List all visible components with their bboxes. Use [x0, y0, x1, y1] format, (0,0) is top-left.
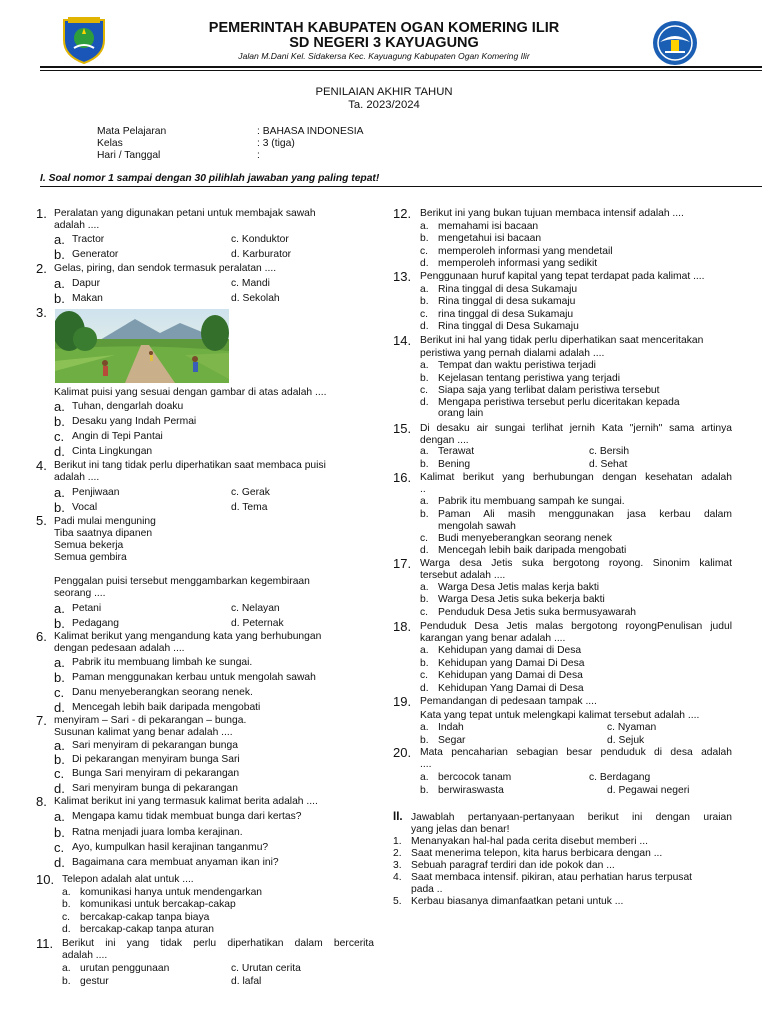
question-text: adalah ....: [62, 950, 108, 961]
option-c: c. Berdagang: [589, 772, 651, 783]
option-a: komunikasi hanya untuk mendengarkan: [80, 887, 263, 898]
option-a: Pabrik itu membuang sampah ke sungai.: [438, 496, 625, 507]
option-d: d. Peternak: [231, 618, 284, 629]
section-two-instruction: yang jelas dan benar!: [411, 824, 510, 835]
option-letter: a.: [54, 809, 65, 824]
option-letter: a.: [54, 655, 65, 670]
question-number: 17.: [393, 556, 412, 571]
option-c: Danu menyeberangkan seorang nenek.: [72, 687, 253, 698]
option-letter: c.: [62, 912, 71, 923]
option-letter: d.: [54, 444, 65, 459]
option-a: Sari menyiram di pekarangan bunga: [72, 740, 238, 751]
option-c: c. Konduktor: [231, 234, 289, 245]
question-text: Berikut ini yang tidak perlu diperhatikan dalam bercerita: [62, 938, 374, 949]
question-number: 7.: [36, 713, 47, 728]
option-letter: c.: [420, 533, 429, 544]
question-text: Susunan kalimat yang benar adalah ....: [54, 727, 233, 738]
option-letter: a.: [62, 887, 71, 898]
question-text: Kalimat berikut yang berhubungan dengan kesehatan adalah: [420, 472, 732, 483]
question-text: Kalimat puisi yang sesuai dengan gambar di atas adalah ....: [54, 387, 327, 398]
school-name: SD NEGERI 3 KAYUAGUNG: [289, 35, 479, 51]
option-letter: c.: [420, 385, 429, 396]
option-b: Vocal: [72, 502, 98, 513]
option-letter: a.: [54, 601, 65, 616]
option-letter: b.: [54, 670, 65, 685]
option-d: bercakap-cakap tanpa aturan: [80, 924, 214, 935]
option-c: Bunga Sari menyiram di pekarangan: [72, 768, 240, 779]
option-d: Rina tinggal di Desa Sukamaju: [438, 321, 579, 332]
option-c: memperoleh informasi yang mendetail: [438, 246, 613, 257]
section-two-number: II.: [393, 811, 403, 823]
option-letter: c.: [420, 607, 429, 618]
question-text: tersebut adalah ....: [420, 570, 506, 581]
poem-line: Semua bekerja: [54, 540, 124, 551]
option-letter: b.: [420, 594, 429, 605]
option-c: Ayo, kumpulkan hasil kerajinan tanganmu?: [72, 842, 269, 853]
option-letter: d.: [420, 683, 429, 694]
question-number: 4.: [36, 458, 47, 473]
poem-line: Padi mulai menguning: [54, 516, 156, 527]
option-letter: d.: [54, 700, 65, 715]
section-one-instruction: I. Soal nomor 1 sampai dengan 30 pilihlah jawaban yang paling tepat!: [40, 173, 380, 184]
option-d: Kehidupan Yang Damai di Desa: [438, 683, 584, 694]
option-letter: b.: [420, 296, 429, 307]
question-number: 2.: [36, 261, 47, 276]
date-label: Hari / Tanggal: [97, 150, 161, 161]
question-number: 10.: [36, 872, 55, 887]
option-d: Sari menyiram bunga di pekarangan: [72, 783, 238, 794]
option-letter: a.: [54, 738, 65, 753]
essay-number: 2.: [393, 848, 402, 859]
option-b: Pedagang: [72, 618, 119, 629]
question-text: Penduduk Desa Jetis malas bergotong royongPenulisan judul: [420, 621, 732, 632]
question-text: Di desaku air sungai terlihat jernih Kata "jernih" sama artinya: [420, 423, 732, 434]
class-value: : 3 (tiga): [257, 138, 295, 149]
option-letter: c.: [420, 670, 429, 681]
question-text: menyiram – Sari - di pekarangan – bunga.: [54, 715, 247, 726]
option-d: d. Tema: [231, 502, 268, 513]
date-value: :: [257, 150, 260, 161]
option-letter: b.: [62, 899, 71, 910]
option-b: Rina tinggal di desa sukamaju: [438, 296, 576, 307]
option-b: Kejelasan tentang peristiwa yang terjadi: [438, 373, 621, 384]
option-c: Angin di Tepi Pantai: [72, 431, 163, 442]
option-letter: d.: [420, 545, 429, 556]
option-letter: a.: [420, 496, 429, 507]
option-letter: b.: [62, 976, 71, 987]
essay-question: Menanyakan hal-hal pada cerita disebut memberi ...: [411, 836, 648, 847]
school-address: Jalan M.Dani Kel. Sidakersa Kec. Kayuagung Kabupaten Ogan Komering Ilir: [238, 51, 530, 61]
question-number: 8.: [36, 794, 47, 809]
question-number: 1.: [36, 206, 47, 221]
option-b: Paman menggunakan kerbau untuk mengolah sawah: [72, 672, 316, 683]
question-text: Gelas, piring, dan sendok termasuk peralatan ....: [54, 263, 277, 274]
option-letter: a.: [420, 284, 429, 295]
option-letter: c.: [420, 246, 429, 257]
option-a: Terawat: [438, 446, 475, 457]
option-letter: d.: [62, 924, 71, 935]
exam-title: PENILAIAN AKHIR TAHUN: [315, 86, 453, 98]
option-c: rina tinggal di desa Sukamaju: [438, 309, 574, 320]
option-c: c. Gerak: [231, 487, 270, 498]
header-divider-thin: [40, 70, 762, 71]
option-letter: a.: [420, 360, 429, 371]
option-d: Bagaimana cara membuat anyaman ikan ini?: [72, 857, 279, 868]
section-two-instruction: Jawablah pertanyaan-pertanyaan berikut ini dengan uraian: [411, 812, 732, 823]
essay-number: 4.: [393, 872, 402, 883]
option-b: mengetahui isi bacaan: [438, 233, 542, 244]
option-letter: c.: [420, 309, 429, 320]
essay-question: Sebuah paragraf terdiri dan ide pokok dan ...: [411, 860, 615, 871]
option-b: Makan: [72, 293, 103, 304]
option-letter: b.: [54, 247, 65, 262]
question-text: Pemandangan di pedesaan tampak ....: [420, 696, 597, 707]
instruction-divider: [40, 186, 762, 187]
option-letter: a.: [420, 582, 429, 593]
option-d: Cinta Lingkungan: [72, 446, 153, 457]
question-text: ....: [420, 759, 432, 770]
option-letter: b.: [420, 459, 429, 470]
option-b: Di pekarangan menyiram bunga Sari: [72, 754, 240, 765]
option-b: Generator: [72, 249, 119, 260]
essay-question: Saat membaca intensif. pikiran, atau perhatian harus terpusat: [411, 872, 693, 883]
option-letter: a.: [54, 485, 65, 500]
question-text: Peralatan yang digunakan petani untuk membajak sawah: [54, 208, 316, 219]
question-text: dengan ....: [420, 435, 469, 446]
essay-question: Saat menerima telepon, kita harus berbicara dengan ...: [411, 848, 663, 859]
option-letter: a.: [62, 963, 71, 974]
option-letter: b.: [420, 785, 429, 796]
option-c: Siapa saja yang terlibat dalam peristiwa tersebut: [438, 385, 660, 396]
option-c: Penduduk Desa Jetis suka bermusyawarah: [438, 607, 637, 618]
option-a: urutan penggunaan: [80, 963, 170, 974]
option-b: Segar: [438, 735, 466, 746]
question-text: Penggunaan huruf kapital yang tepat terdapat pada kalimat ....: [420, 271, 705, 282]
option-d: Mencegah lebih baik daripada mengobati: [72, 702, 261, 713]
poem-line: Semua gembira: [54, 552, 127, 563]
essay-question: Kerbau biasanya dimanfaatkan petani untuk ...: [411, 896, 624, 907]
option-a: Tuhan, dengarlah doaku: [72, 401, 184, 412]
option-letter: b.: [54, 752, 65, 767]
option-letter: a.: [54, 276, 65, 291]
option-c: c. Nyaman: [607, 722, 657, 733]
option-letter: d.: [54, 781, 65, 796]
question-text: ..: [420, 484, 426, 495]
option-c: c. Urutan cerita: [231, 963, 301, 974]
option-c: Budi menyeberangkan seorang nenek: [438, 533, 613, 544]
subject-value: : BAHASA INDONESIA: [257, 126, 364, 137]
option-c: c. Mandi: [231, 278, 270, 289]
question-text: karangan yang benar adalah ....: [420, 633, 566, 644]
option-d: memperoleh informasi yang sedikit: [438, 258, 598, 269]
option-b: Warga Desa Jetis suka bekerja bakti: [438, 594, 605, 605]
option-b: Ratna menjadi juara lomba kerajinan.: [72, 827, 243, 838]
government-header: PEMERINTAH KABUPATEN OGAN KOMERING ILIR: [208, 20, 560, 36]
question-text: adalah ....: [54, 472, 100, 483]
question-text: Warga desa Jetis suka bergotong royong. Sinonim kalimat: [420, 558, 732, 569]
question-text: Kalimat berikut yang mengandung kata yang berhubungan: [54, 631, 322, 642]
option-a: Mengapa kamu tidak membuat bunga dari kertas?: [72, 811, 302, 822]
option-c: c. Bersih: [589, 446, 630, 457]
option-letter: a.: [420, 645, 429, 656]
option-letter: b.: [420, 373, 429, 384]
option-letter: c.: [54, 840, 65, 855]
option-letter: b.: [420, 658, 429, 669]
tut-wuri-handayani-logo: [650, 20, 700, 66]
option-letter: d.: [420, 321, 429, 332]
question-text: Berikut ini yang bukan tujuan membaca intensif adalah ....: [420, 208, 684, 219]
option-letter: c.: [54, 685, 65, 700]
option-letter: b.: [54, 291, 65, 306]
option-b: berwiraswasta: [438, 785, 504, 796]
option-b-continued: mengolah sawah: [438, 521, 516, 532]
question-number: 16.: [393, 470, 412, 485]
option-letter: a.: [54, 399, 65, 414]
village-rice-field-illustration: [55, 309, 229, 383]
option-a: Dapur: [72, 278, 101, 289]
header-divider-thick: [40, 66, 762, 68]
poem-line: Tiba saatnya dipanen: [54, 528, 153, 539]
option-b: gestur: [80, 976, 109, 987]
option-a: Rina tinggal di desa Sukamaju: [438, 284, 578, 295]
question-number: 3.: [36, 305, 47, 320]
option-letter: b.: [54, 500, 65, 515]
option-letter: a.: [420, 221, 429, 232]
option-letter: b.: [54, 825, 65, 840]
question-text: Berikut ini tang tidak perlu diperhatikan saat membaca puisi: [54, 460, 326, 471]
subject-label: Mata Pelajaran: [97, 126, 167, 137]
option-letter: b.: [54, 414, 65, 429]
option-a: Kehidupan yang damai di Desa: [438, 645, 582, 656]
question-number: 20.: [393, 745, 412, 760]
option-d: d. Sekolah: [231, 293, 280, 304]
question-number: 11.: [36, 936, 54, 951]
option-d: d. Pegawai negeri: [607, 785, 690, 796]
option-a: Tractor: [72, 234, 105, 245]
option-letter: a.: [54, 232, 65, 247]
option-b: komunikasi untuk bercakap-cakap: [80, 899, 236, 910]
option-b: Paman Ali masih menggunakan jasa kerbau dalam: [438, 509, 732, 520]
option-a: Warga Desa Jetis malas kerja bakti: [438, 582, 599, 593]
option-a: bercocok tanam: [438, 772, 512, 783]
option-c: bercakap-cakap tanpa biaya: [80, 912, 210, 923]
question-number: 19.: [393, 694, 412, 709]
question-text: seorang ....: [54, 588, 106, 599]
essay-number: 5.: [393, 896, 402, 907]
question-number: 15.: [393, 421, 412, 436]
option-letter: b.: [54, 616, 65, 631]
class-label: Kelas: [97, 138, 123, 149]
option-a: memahami isi bacaan: [438, 221, 539, 232]
question-text: Berikut ini hal yang tidak perlu diperhatikan saat menceritakan: [420, 335, 704, 346]
question-text: Kata yang tepat untuk melengkapi kalimat tersebut adalah ....: [420, 710, 700, 721]
option-letter: c.: [54, 766, 65, 781]
option-a: Penjiwaan: [72, 487, 120, 498]
option-letter: b.: [420, 735, 429, 746]
option-a: Tempat dan waktu peristiwa terjadi: [438, 360, 596, 371]
essay-number: 1.: [393, 836, 402, 847]
option-d: d. Sehat: [589, 459, 628, 470]
option-b: Desaku yang Indah Permai: [72, 416, 197, 427]
question-number: 13.: [393, 269, 412, 284]
academic-year: Ta. 2023/2024: [348, 99, 420, 111]
option-a: Pabrik itu membuang limbah ke sungai.: [72, 657, 253, 668]
option-c: c. Nelayan: [231, 603, 280, 614]
essay-question-continued: pada ..: [411, 884, 443, 895]
option-d: Mencegah lebih baik daripada mengobati: [438, 545, 627, 556]
question-text: peristiwa yang pernah dialami adalah ....: [420, 348, 605, 359]
question-number: 6.: [36, 629, 47, 644]
option-c: Kehidupan yang Damai di Desa: [438, 670, 583, 681]
option-letter: b.: [420, 233, 429, 244]
question-number: 14.: [393, 333, 412, 348]
question-number: 12.: [393, 206, 412, 221]
question-text: Kalimat berikut ini yang termasuk kalimat berita adalah ....: [54, 796, 318, 807]
option-letter: d.: [420, 397, 429, 408]
option-d: Mengapa peristiwa tersebut perlu diceritakan kepada: [438, 397, 680, 408]
option-d: d. lafal: [231, 976, 262, 987]
option-letter: d.: [420, 258, 429, 269]
question-text: Mata pencaharian sebagian besar penduduk di desa adalah: [420, 747, 732, 758]
option-letter: b.: [420, 509, 429, 520]
question-number: 18.: [393, 619, 412, 634]
option-letter: a.: [420, 722, 429, 733]
option-d: d. Karburator: [231, 249, 292, 260]
option-b: Bening: [438, 459, 471, 470]
option-a: Petani: [72, 603, 102, 614]
essay-number: 3.: [393, 860, 402, 871]
question-text: Telepon adalah alat untuk ....: [62, 874, 194, 885]
regency-emblem-logo: [60, 14, 108, 64]
option-letter: c.: [54, 429, 65, 444]
option-letter: a.: [420, 772, 429, 783]
option-d-continued: orang lain: [438, 408, 484, 419]
option-a: Indah: [438, 722, 464, 733]
question-number: 5.: [36, 513, 47, 528]
option-d: d. Sejuk: [607, 735, 645, 746]
option-letter: a.: [420, 446, 429, 457]
option-letter: d.: [54, 855, 65, 870]
question-text: dengan pedesaan adalah ....: [54, 643, 185, 654]
option-b: Kehidupan yang Damai Di Desa: [438, 658, 585, 669]
question-text: Penggalan puisi tersebut menggambarkan kegembiraan: [54, 576, 310, 587]
question-text: adalah ....: [54, 220, 100, 231]
